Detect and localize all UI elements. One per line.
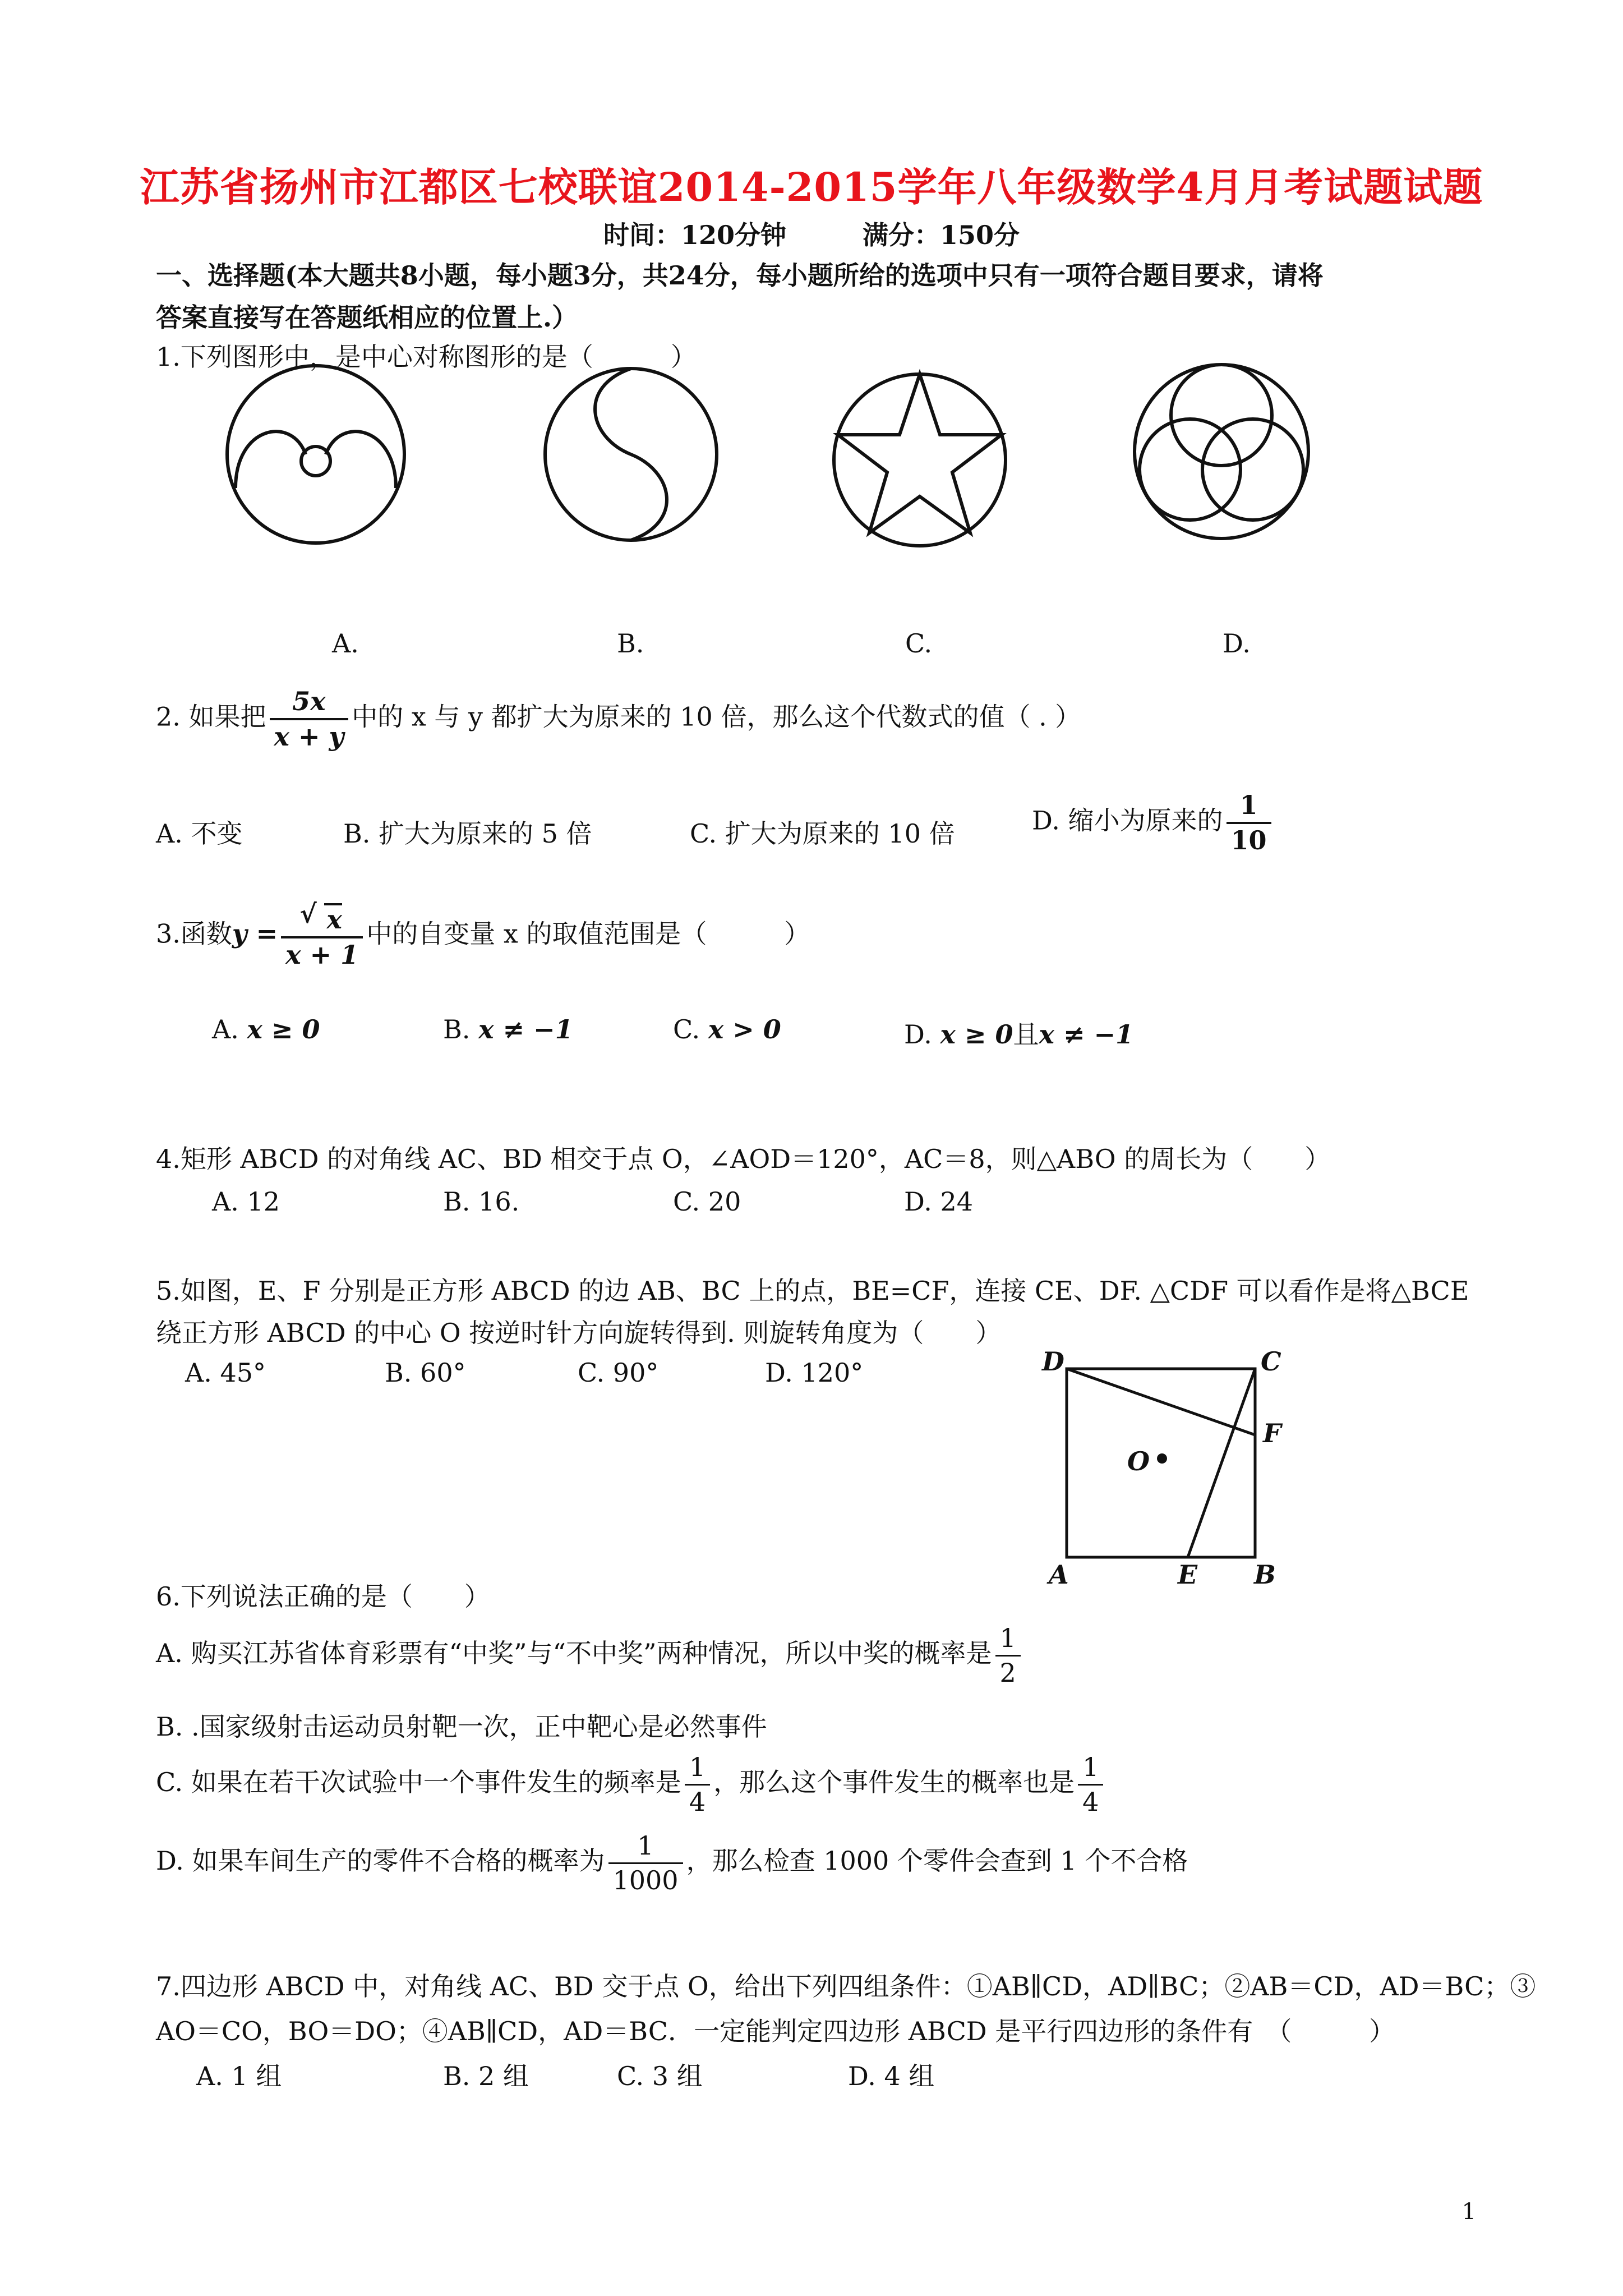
q6-option-d-num: 1 (608, 1832, 683, 1864)
q2-frac-num: 5x (270, 687, 349, 720)
q5-line2: 绕正方形 ABCD 的中心 O 按逆时针方向旋转得到. 则旋转角度为（ ） (156, 1318, 1002, 1348)
q3-option-a[interactable] (212, 1014, 320, 1045)
q5-option-a[interactable]: A. 45° (185, 1358, 266, 1388)
q6-option-a[interactable] (156, 1624, 1024, 1687)
q2-fraction (270, 687, 349, 751)
q3-option-d-math: x ≥ 0 (940, 1019, 1013, 1050)
q6-option-a-fraction (995, 1624, 1021, 1687)
q5-label-c: C (1261, 1346, 1281, 1377)
q1-figure-c (834, 374, 1006, 546)
q2-suffix: 中的 x 与 y 都扩大为原来的 10 倍，那么这个代数式的值（ . ） (352, 701, 1081, 732)
q6-option-d[interactable] (156, 1832, 1188, 1894)
q4-option-d[interactable]: D. 24 (904, 1186, 974, 1217)
q6-option-d-den: 1000 (612, 1865, 679, 1895)
q2-option-d-num: 1 (1227, 791, 1271, 824)
q6-option-c-mid: ，那么这个事件发生的概率也是 (713, 1767, 1075, 1798)
section-heading-line1: 一、选择题(本大题共8小题，每小题3分，共24分，每小题所给的选项中只有一项符合题目要求，请将 (156, 260, 1324, 291)
q2-option-d-text: D. 缩小为原来的 (1032, 805, 1223, 836)
q6-option-c-num1: 1 (685, 1753, 710, 1786)
exam-title: 江苏省扬州市江都区七校联谊2014-2015学年八年级数学4月月考试题试题 (140, 164, 1483, 210)
q6-option-a-text: A. 购买江苏省体育彩票有“中奖”与“不中奖”两种情况，所以中奖的概率是 (156, 1638, 992, 1669)
q6-option-c-den2: 4 (1082, 1786, 1099, 1817)
q5-label-b: B (1254, 1559, 1276, 1590)
q7-option-b[interactable]: B. 2 组 (443, 2061, 529, 2091)
exam-time: 时间：120分钟 (603, 220, 786, 250)
q6-option-b[interactable]: B. .国家级射击运动员射靶一次，正中靶心是必然事件 (156, 1711, 767, 1742)
q6-option-c-fraction1 (685, 1753, 710, 1816)
q6-option-a-den: 2 (999, 1657, 1016, 1688)
section-heading-line2: 答案直接写在答题纸相应的位置上.） (156, 302, 578, 333)
q4-option-a[interactable]: A. 12 (212, 1186, 280, 1217)
q3-option-d-label: D. (904, 1019, 932, 1050)
q1-option-d[interactable]: D. (1223, 628, 1251, 659)
q6-option-c-fraction2 (1078, 1753, 1103, 1816)
q3-option-b-label: B. (443, 1014, 471, 1045)
q1-option-b[interactable]: B. (617, 628, 644, 659)
q3-option-a-label: A. (212, 1014, 239, 1045)
q3-option-d-and: 且 (1013, 1019, 1039, 1050)
q5-option-d[interactable]: D. 120° (765, 1358, 864, 1388)
q3-option-c-math: x > 0 (708, 1014, 781, 1045)
q6-stem: 6.下列说法正确的是（ ） (156, 1581, 490, 1612)
q4-option-c[interactable]: C. 20 (673, 1186, 741, 1217)
q6-option-c-den1: 4 (689, 1786, 706, 1817)
q2-option-d[interactable] (1032, 791, 1275, 854)
q2-option-c[interactable]: C. 扩大为原来的 10 倍 (690, 818, 955, 849)
q1-option-a[interactable]: A. (332, 628, 359, 659)
q5-label-d: D (1042, 1346, 1064, 1377)
q3-option-c-label: C. (673, 1014, 700, 1045)
q7-line2: AO＝CO，BO＝DO；④AB∥CD，AD＝BC．一定能判定四边形 ABCD 是平行四边形的条件有 （ ） (156, 2016, 1395, 2046)
q6-option-d-post: ，那么检查 1000 个零件会查到 1 个不合格 (686, 1846, 1188, 1876)
exam-score: 满分：150分 (863, 220, 1020, 250)
q3-prefix: 3.函数 (156, 918, 232, 949)
q5-label-f: F (1263, 1418, 1281, 1448)
q6-option-d-pre: D. 如果车间生产的零件不合格的概率为 (156, 1846, 605, 1876)
q4-option-b[interactable]: B. 16. (443, 1186, 520, 1217)
q3-frac-num: √ x (324, 903, 342, 934)
q7-option-c[interactable]: C. 3 组 (617, 2061, 703, 2091)
q5-label-o: O (1127, 1446, 1150, 1476)
segment-ce (1188, 1369, 1255, 1557)
q2-option-b[interactable]: B. 扩大为原来的 5 倍 (343, 818, 592, 849)
q2-option-d-den: 10 (1230, 825, 1267, 855)
segment-df (1067, 1369, 1255, 1435)
q3-option-b-math: x ≠ −1 (478, 1014, 573, 1045)
q5-label-a: A (1049, 1559, 1069, 1590)
q2-option-a[interactable]: A. 不变 (156, 818, 243, 849)
q3-frac-num-wrap (281, 903, 363, 938)
q2-frac-den: x + y (274, 721, 344, 752)
q6-option-c[interactable] (156, 1753, 1106, 1816)
q2-prefix: 2. 如果把 (156, 701, 266, 732)
q3-stem (156, 903, 810, 969)
q5-label-e: E (1178, 1559, 1198, 1590)
center-point-o (1157, 1453, 1167, 1464)
q3-fraction (281, 903, 363, 969)
q1-figure-d (1135, 365, 1308, 539)
q3-option-b[interactable] (443, 1014, 573, 1045)
q5-option-c[interactable]: C. 90° (578, 1358, 659, 1388)
q6-option-c-num2: 1 (1078, 1753, 1103, 1786)
q1-figure-a (227, 366, 404, 543)
q7-option-a[interactable]: A. 1 组 (196, 2061, 282, 2091)
q6-option-d-fraction (608, 1832, 683, 1894)
q3-option-a-math: x ≥ 0 (247, 1014, 320, 1045)
q4-stem: 4.矩形 ABCD 的对角线 AC、BD 相交于点 O，∠AOD＝120°，AC＝8，则△ABO 的周长为（ ） (156, 1144, 1331, 1174)
q3-option-d-math2: x ≠ −1 (1039, 1019, 1134, 1050)
q6-option-c-pre: C. 如果在若干次试验中一个事件发生的频率是 (156, 1767, 681, 1798)
q1-figure-b (545, 369, 717, 540)
q3-lhs: y = (232, 918, 278, 949)
q6-option-a-num: 1 (995, 1624, 1021, 1657)
q5-line1: 5.如图，E、F 分别是正方形 ABCD 的边 AB、BC 上的点，BE=CF，连接 CE、DF. △CDF 可以看作是将△BCE (156, 1276, 1469, 1306)
q1-option-c[interactable]: C. (905, 628, 933, 659)
q7-line1: 7.四边形 ABCD 中，对角线 AC、BD 交于点 O，给出下列四组条件：①AB∥CD，AD∥BC；②AB＝CD，AD＝BC；③ (156, 1971, 1536, 2001)
q3-option-c[interactable] (673, 1014, 781, 1045)
q1-stem: 1.下列图形中，是中心对称图形的是（ ） (156, 342, 697, 372)
q5-option-b[interactable]: B. 60° (385, 1358, 466, 1388)
q2-option-d-fraction (1227, 791, 1271, 854)
page-number: 1 (1461, 2199, 1476, 2225)
q3-frac-den: x + 1 (285, 939, 359, 970)
q3-option-d[interactable] (904, 1014, 1133, 1051)
q3-suffix: 中的自变量 x 的取值范围是（ ） (366, 918, 810, 949)
q2-stem (156, 687, 1081, 751)
q7-option-d[interactable]: D. 4 组 (848, 2061, 935, 2091)
